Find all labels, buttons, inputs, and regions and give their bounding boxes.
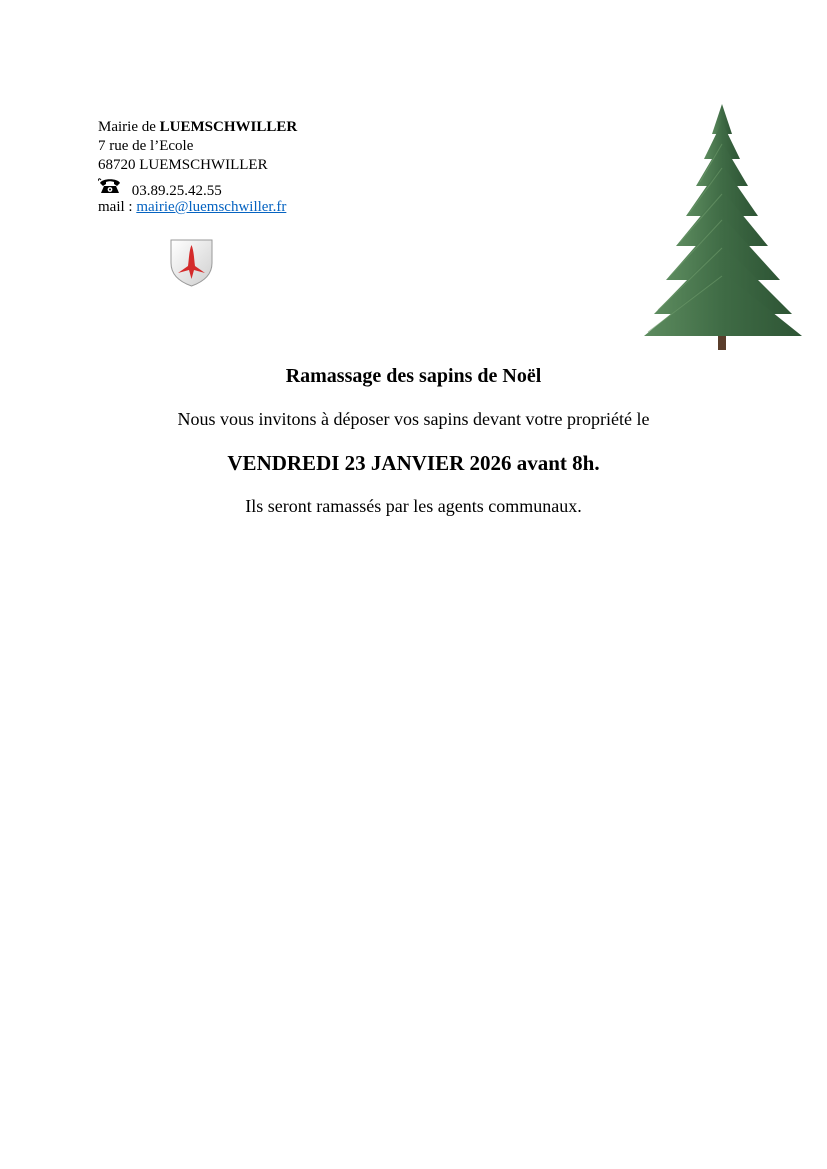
- coat-of-arms-icon: [170, 239, 213, 287]
- city-address: 68720 LUEMSCHWILLER: [98, 157, 268, 173]
- mail-line: [98, 198, 297, 217]
- street-address: 7 rue de l’Ecole: [98, 138, 194, 154]
- notice-outro: Ils seront ramassés par les agents communaux.: [245, 496, 582, 516]
- notice-date: VENDREDI 23 JANVIER 2026 avant 8h.: [227, 451, 600, 475]
- phone-number: 03.89.25.42.55: [131, 183, 222, 199]
- telephone-icon: [98, 177, 122, 195]
- mairie-title-line: [98, 118, 297, 137]
- mairie-name: LUEMSCHWILLER: [159, 119, 298, 135]
- mail-label: mail :: [98, 199, 137, 215]
- mail-link[interactable]: mairie@luemschwiller.fr: [136, 199, 287, 215]
- mairie-address-block: [98, 118, 297, 217]
- notice-intro: Nous vous invitons à déposer vos sapins devant votre propriété le: [177, 409, 650, 429]
- phone-line: [98, 177, 297, 198]
- christmas-tree-image: [640, 104, 805, 356]
- notice-title: Ramassage des sapins de Noël: [285, 365, 542, 387]
- mairie-prefix: Mairie de: [98, 119, 160, 135]
